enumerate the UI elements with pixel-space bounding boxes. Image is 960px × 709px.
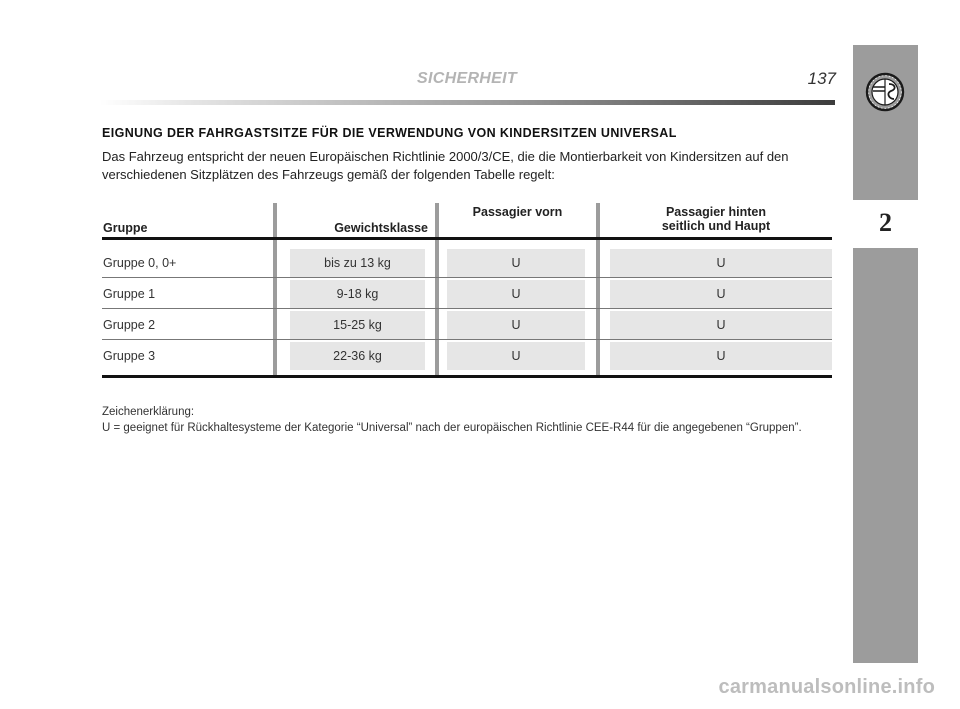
- header-passagier-hinten: [600, 205, 832, 233]
- chapter-number: 2: [879, 208, 892, 237]
- column-separator: [273, 203, 277, 376]
- table-cell-vorn: U: [447, 342, 585, 370]
- table-cell-vorn: U: [447, 311, 585, 339]
- table-cell-gewicht: 9-18 kg: [290, 280, 425, 308]
- legend-title: Zeichenerklärung:: [102, 406, 195, 418]
- section-heading: EIGNUNG DER FAHRGASTSITZE FÜR DIE VERWENDUNG VON KINDERSITZEN UNIVERSAL: [102, 126, 677, 140]
- table-cell-gewicht: 22-36 kg: [290, 342, 425, 370]
- sidebar-bottom-panel: [853, 248, 918, 663]
- header-gruppe: Gruppe: [103, 221, 148, 235]
- legend: [102, 404, 802, 436]
- table-bottom-rule: [102, 375, 832, 378]
- legend-text: U = geeignet für Rückhaltesysteme der Kategorie “Universal” nach der europäischen Richtlinie CEE-R44 für die angegebenen “Gruppen”.: [102, 422, 802, 434]
- table-cell-vorn: U: [447, 280, 585, 308]
- table-cell-hinten: U: [610, 311, 832, 339]
- sidebar-top-panel: [853, 45, 918, 200]
- header-rule: [100, 100, 835, 105]
- section-title: SICHERHEIT: [417, 70, 517, 87]
- table-cell-hinten: U: [610, 342, 832, 370]
- table-cell-hinten: U: [610, 249, 832, 277]
- header-gewichtsklasse: Gewichtsklasse: [334, 221, 428, 235]
- table-row-gruppe: Gruppe 1: [103, 287, 156, 301]
- header-passagier-vorn: Passagier vorn: [472, 205, 563, 219]
- table-top-rule: [102, 237, 832, 240]
- alfa-romeo-badge-icon: [865, 72, 905, 112]
- column-separator: [596, 203, 600, 376]
- table-cell-hinten: U: [610, 280, 832, 308]
- table-cell-gewicht: 15-25 kg: [290, 311, 425, 339]
- table-row-gruppe: Gruppe 2: [103, 318, 156, 332]
- table-row-gruppe: Gruppe 3: [103, 349, 156, 363]
- table-cell-gewicht: bis zu 13 kg: [290, 249, 425, 277]
- row-divider: [102, 339, 832, 340]
- table-cell-vorn: U: [447, 249, 585, 277]
- header-passagier-hinten-line1: Passagier hinten: [665, 205, 767, 219]
- column-separator: [435, 203, 439, 376]
- table-row-gruppe: Gruppe 0, 0+: [103, 256, 177, 270]
- watermark: carmanualsonline.info: [718, 676, 935, 698]
- intro-paragraph: Das Fahrzeug entspricht der neuen Europäischen Richtlinie 2000/3/CE, die die Montierbarkeit von Kindersitzen auf den verschiedenen Sitzplätzen des Fahrzeugs gemäß der folgenden Tabelle regelt:: [102, 149, 789, 182]
- row-divider: [102, 277, 832, 278]
- row-divider: [102, 308, 832, 309]
- header-passagier-hinten-line2: seitlich und Haupt: [661, 219, 771, 233]
- page-number: 137: [807, 69, 836, 88]
